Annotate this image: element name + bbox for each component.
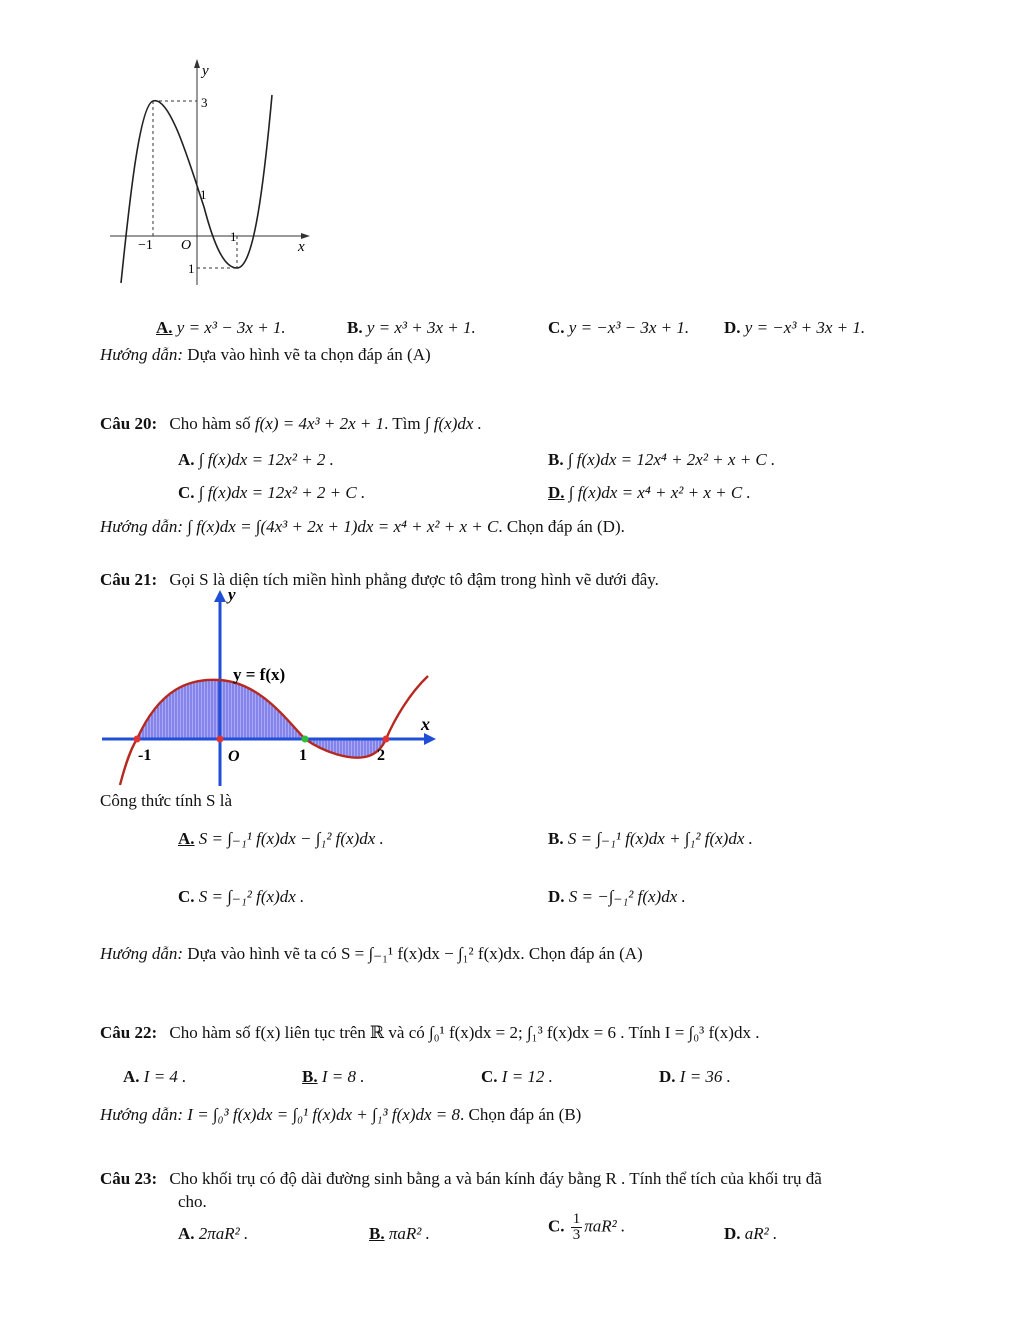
q22-hint-text: I = ∫₀³ f(x)dx = ∫₀¹ f(x)dx + ∫₁³ f(x)dx = 8 [187, 1105, 460, 1124]
q21-formula-intro: Công thức tính S là [100, 791, 232, 810]
q21-hint-text: Dựa vào hình vẽ ta có S = ∫₋₁¹ f(x)dx − ∫₁² f(x)dx [187, 944, 521, 963]
q22-hint-label: Hướng dẫn: [100, 1105, 184, 1124]
q22-label: Câu 22: [100, 1023, 158, 1042]
q21-question [100, 570, 659, 590]
q22-hint [100, 1105, 581, 1125]
root-point-2 [383, 736, 390, 743]
q23-d-label: D. [724, 1224, 741, 1243]
tick-neg1: −1 [138, 238, 153, 253]
q19-c[interactable]: y = −x³ − 3x + 1. [568, 318, 690, 337]
graph-tick-2: 2 [377, 747, 385, 764]
q22-d[interactable]: I = 36 . [679, 1067, 731, 1086]
q19-hint [100, 345, 431, 365]
q23-b-label: B. [369, 1224, 385, 1243]
graph-x-label: x [421, 714, 430, 734]
q21-hint-end: . Chọn đáp án (A) [520, 944, 643, 963]
q22-b[interactable]: I = 8 . [321, 1067, 365, 1086]
q23-c-label: C. [548, 1216, 565, 1236]
q19-d-label: D. [724, 318, 741, 337]
graph-tick-neg1: -1 [138, 747, 152, 764]
q23-c[interactable]: πaR² . [584, 1216, 626, 1236]
area-graph [100, 588, 445, 788]
graph-tick-o: O [228, 748, 240, 765]
q20-c[interactable]: ∫ f(x)dx = 12x² + 2 + C . [198, 483, 366, 502]
origin-label: O [181, 238, 192, 253]
axis-y-label: y [202, 63, 209, 79]
q19-c-label: C. [548, 318, 565, 337]
x-axis-arrow [424, 733, 436, 745]
q22-b-label: B. [302, 1067, 318, 1086]
q21-hint-label: Hướng dẫn: [100, 944, 184, 963]
tick-1x: 1 [230, 229, 237, 244]
q20-text-2: f(x) = 4x³ + 2x + 1 [254, 414, 385, 433]
tick-3: 3 [201, 95, 208, 110]
q19-options [0, 318, 1024, 342]
q19-hint-text: Dựa vào hình vẽ ta chọn đáp án (A) [187, 345, 431, 364]
q20-question [100, 414, 482, 434]
q22-c[interactable]: I = 12 . [501, 1067, 553, 1086]
q21-b-label: B. [548, 829, 564, 848]
q20-b-label: B. [548, 450, 564, 469]
q21-hint [100, 944, 643, 964]
q20-b[interactable]: ∫ f(x)dx = 12x⁴ + 2x² + x + C . [567, 450, 776, 469]
q23-label: Câu 23: [100, 1169, 158, 1188]
q20-hint [100, 517, 625, 537]
q23-a-label: A. [178, 1224, 195, 1243]
q22-text: Cho hàm số f(x) liên tục trên ℝ và có ∫₀¹ f(x)dx = 2; ∫₁³ f(x)dx = 6 . Tính I = ∫₀³ f(x)dx . [169, 1023, 760, 1042]
q23-question [100, 1169, 822, 1189]
q23-c-num: 1 [572, 1211, 581, 1227]
q20-text-1: Cho hàm số [169, 414, 251, 433]
q22-c-label: C. [481, 1067, 498, 1086]
q21-d-label: D. [548, 887, 565, 906]
q21-c[interactable]: S = ∫₋₁² f(x)dx . [198, 887, 305, 906]
q20-hint-end: . Chọn đáp án (D). [498, 517, 625, 536]
root-point-neg1 [134, 736, 141, 743]
q22-question [100, 1023, 759, 1043]
q22-d-label: D. [659, 1067, 676, 1086]
q20-a-label: A. [178, 450, 195, 469]
q20-text-4: ∫ f(x)dx . [424, 414, 482, 433]
q21-label: Câu 21: [100, 570, 158, 589]
q21-c-label: C. [178, 887, 195, 906]
q20-hint-label: Hướng dẫn: [100, 517, 184, 536]
q20-hint-text: ∫ f(x)dx = ∫(4x³ + 2x + 1)dx = x⁴ + x² + x + C [187, 517, 499, 536]
q23-c-fraction [571, 1212, 583, 1243]
q23-text-2: cho. [178, 1192, 207, 1211]
q20-a[interactable]: ∫ f(x)dx = 12x² + 2 . [198, 450, 334, 469]
tick-m1y: 1 [188, 261, 195, 276]
cubic-graph [100, 55, 330, 290]
q21-a-label: A. [178, 829, 195, 848]
q23-text-1: Cho khối trụ có độ dài đường sinh bằng a và bán kính đáy bằng R . Tính thể tích của khối trụ đã [169, 1169, 822, 1188]
q22-hint-end: . Chọn đáp án (B) [460, 1105, 582, 1124]
q21-a[interactable]: S = ∫₋₁¹ f(x)dx − ∫₁² f(x)dx . [198, 829, 384, 848]
tick-1y: 1 [200, 187, 207, 202]
q20-d-label: D. [548, 483, 565, 502]
q23-d[interactable]: aR² . [744, 1224, 778, 1243]
q22-a[interactable]: I = 4 . [143, 1067, 187, 1086]
q23-a[interactable]: 2πaR² . [198, 1224, 249, 1243]
q19-a-label: A. [156, 318, 173, 337]
q19-b-label: B. [347, 318, 363, 337]
axis-x-label: x [298, 239, 305, 255]
root-point-1 [302, 736, 309, 743]
q19-hint-label: Hướng dẫn: [100, 345, 184, 364]
q23-b[interactable]: πaR² . [388, 1224, 430, 1243]
y-axis-arrow [194, 59, 200, 68]
q22-a-label: A. [123, 1067, 140, 1086]
origin-point [217, 736, 224, 743]
graph-function-label: y = f(x) [233, 665, 286, 684]
q19-a[interactable]: y = x³ − 3x + 1. [176, 318, 286, 337]
q20-d[interactable]: ∫ f(x)dx = x⁴ + x² + x + C . [568, 483, 751, 502]
graph-y-label: y [228, 588, 236, 604]
q21-text: Gọi S là diện tích miền hình phẳng được tô đậm trong hình vẽ dưới đây. [169, 570, 659, 589]
q19-d[interactable]: y = −x³ + 3x + 1. [744, 318, 866, 337]
q20-label: Câu 20: [100, 414, 158, 433]
graph-tick-1: 1 [299, 747, 307, 764]
q19-b[interactable]: y = x³ + 3x + 1. [366, 318, 476, 337]
q21-d[interactable]: S = −∫₋₁² f(x)dx . [568, 887, 686, 906]
q20-c-label: C. [178, 483, 195, 502]
y-axis-arrow [214, 590, 226, 602]
q23-c-den: 3 [572, 1227, 581, 1243]
q21-b[interactable]: S = ∫₋₁¹ f(x)dx + ∫₁² f(x)dx . [567, 829, 753, 848]
q20-text-3: . Tìm [384, 414, 421, 433]
